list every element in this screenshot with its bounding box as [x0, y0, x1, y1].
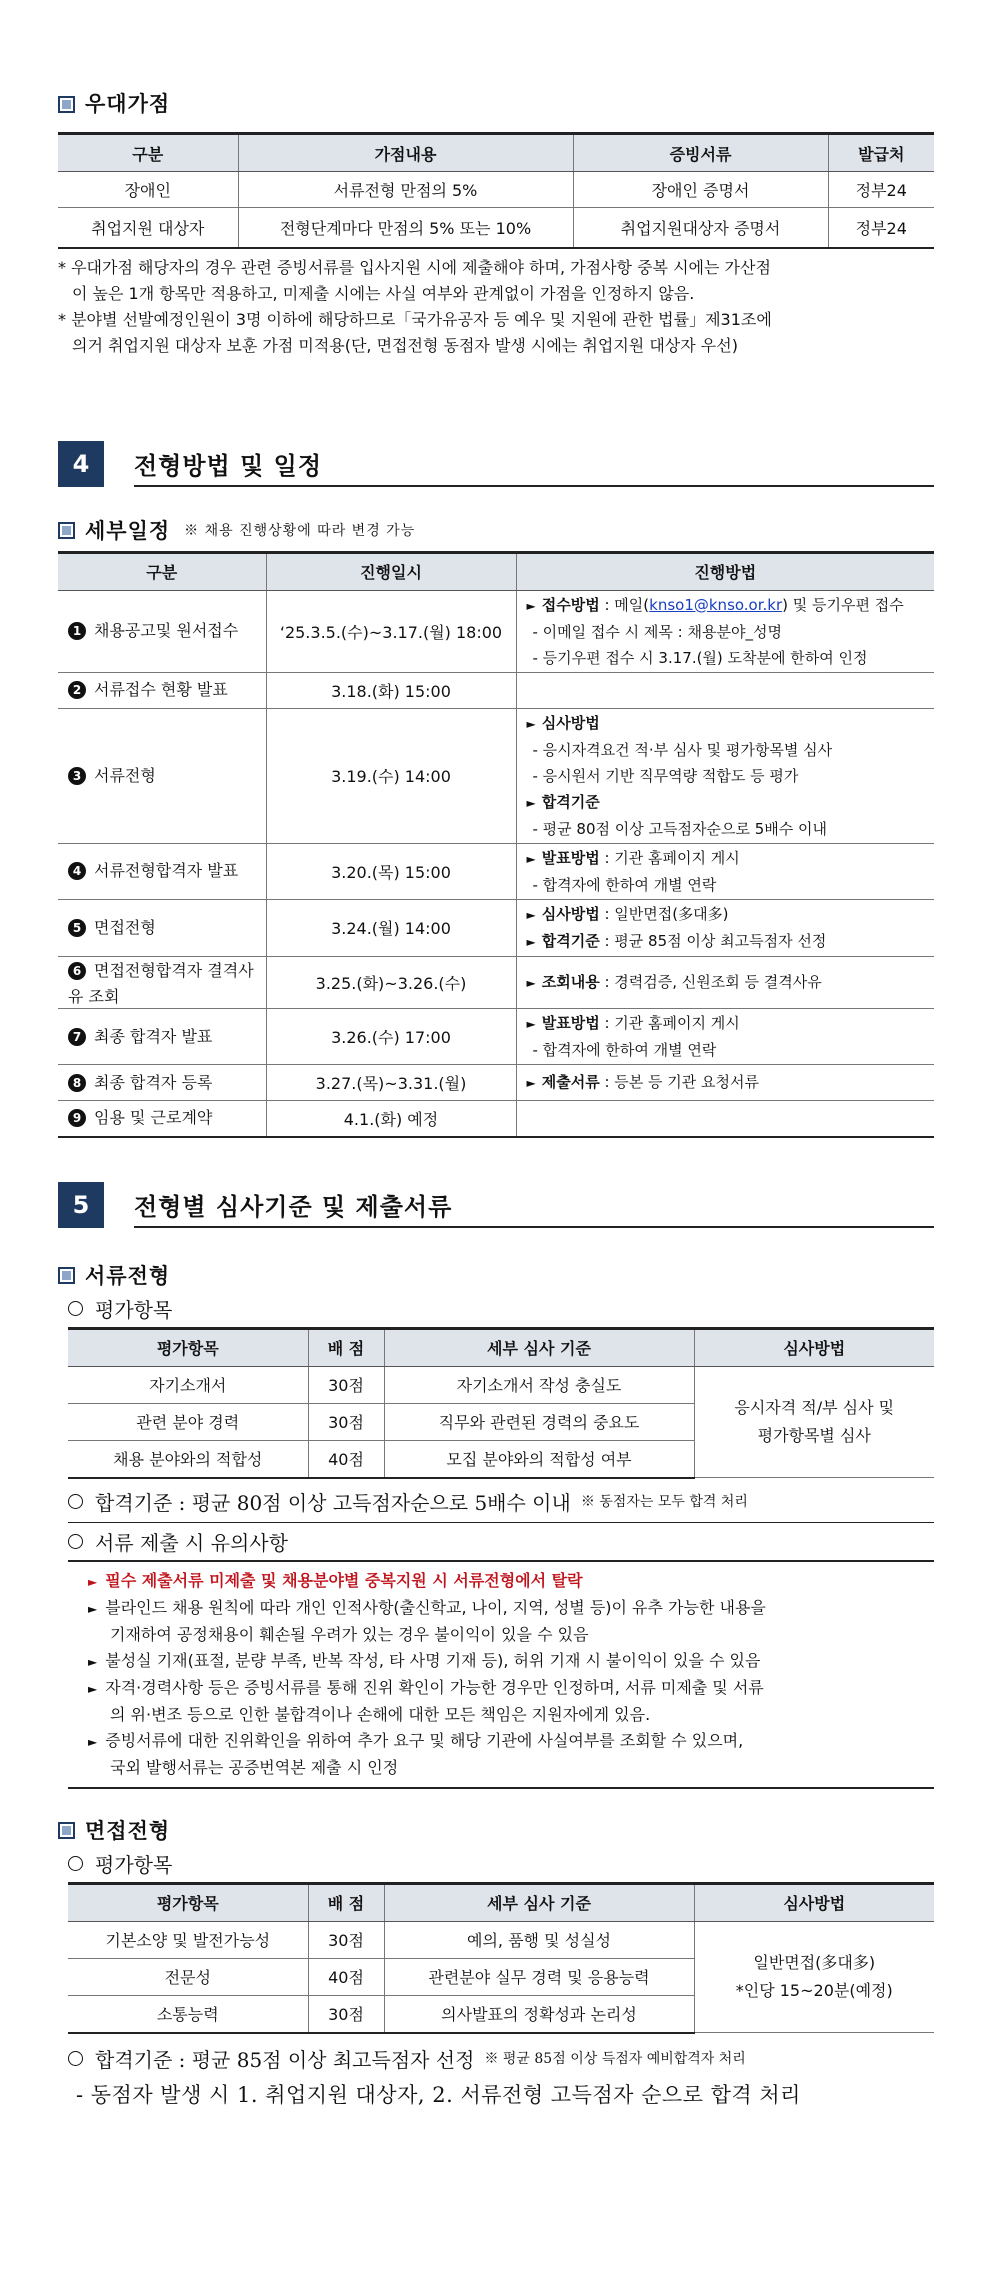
square-bullet-icon — [58, 96, 75, 113]
bonus-header-category: 구분 — [58, 134, 238, 172]
method-line: - 이메일 접수 시 제목 : 채용분야_성명 — [532, 622, 782, 641]
step-number-badge: 1 — [68, 622, 86, 640]
interview-criteria: 합격기준 : 평균 85점 이상 최고득점자 선정 ※ 평균 85점 이상 득점자 예비합격자 처리 — [68, 2044, 934, 2073]
step-number-badge: 3 — [68, 767, 86, 785]
schedule-label-second-line: 합격자 발표 — [155, 860, 239, 880]
triangle-bullet-icon: ► — [526, 851, 536, 866]
schedule-row — [58, 708, 934, 843]
schedule-method-cell — [516, 899, 934, 956]
doc-eval-label: 평가항목 — [68, 1294, 934, 1323]
schedule-category-cell — [58, 708, 266, 843]
schedule-method-cell — [516, 843, 934, 899]
table-row: 취업지원 대상자 전형단계마다 만점의 5% 또는 10% 취업지원대상자 증명서 정부24 — [58, 208, 934, 248]
caution-item: ► 증빙서류에 대한 진위확인을 위하여 추가 요구 및 해당 기관에 사실여부를 조회할 수 있으며, — [88, 1730, 744, 1750]
schedule-label: 면접전형 — [94, 917, 156, 937]
schedule-row — [58, 899, 934, 956]
circle-bullet-icon — [68, 1534, 83, 1549]
section-title: 전형별 심사기준 및 제출서류 — [134, 1187, 934, 1228]
method-line: - 평균 80점 이상 고득점자순으로 5배수 이내 — [532, 819, 827, 838]
circle-bullet-icon — [68, 1494, 83, 1509]
doc-screening-heading: 서류전형 — [58, 1260, 934, 1290]
triangle-bullet-icon: ► — [88, 1681, 98, 1696]
method-line: - 응시자격요건 적·부 심사 및 평가항목별 심사 — [532, 740, 833, 759]
schedule-label-second-line: 및 원서접수 — [155, 620, 239, 640]
caution-item: ► 불성실 기재(표절, 분량 부족, 반복 작성, 타 사명 기재 등), 허위 기재 시 불이익이 있을 수 있음 — [88, 1650, 761, 1670]
schedule-note: ※ 채용 진행상황에 따라 변경 가능 — [184, 522, 416, 539]
schedule-date-cell: 3.20.(목) 15:00 — [266, 843, 516, 899]
schedule-header-category: 구분 — [58, 552, 266, 590]
table-row: 자기소개서 30점 자기소개서 작성 충실도 응시자격 적/부 심사 및 평가항목별 심사 — [68, 1366, 934, 1403]
email-link[interactable]: knso1@knso.or.kr — [649, 595, 783, 614]
step-number-badge: 7 — [68, 1028, 86, 1046]
table-row: 전문성 40점 관련분야 실무 경력 및 응용능력 — [68, 1958, 934, 1995]
step-number-badge: 8 — [68, 1074, 86, 1092]
caution-item: ► 자격·경력사항 등은 증빙서류를 통해 진위 확인이 가능한 경우만 인정하며, 서류 미제출 및 서류 — [88, 1677, 764, 1697]
schedule-method-cell — [516, 672, 934, 708]
schedule-category-cell — [58, 1009, 266, 1065]
caution-list — [68, 1560, 934, 1789]
section-title: 전형방법 및 일정 — [134, 446, 934, 487]
doc-criteria: 합격기준 : 평균 80점 이상 고득점자순으로 5배수 이내 ※ 동점자는 모두 합격 처리 — [68, 1487, 934, 1523]
section-number: 4 — [58, 441, 104, 487]
schedule-label: 서류전형 — [94, 861, 156, 881]
caution-item: 의 위·변조 등으로 인한 불합격이나 손해에 대한 모든 책임은 지원자에게 있음. — [110, 1704, 651, 1724]
method-line: - 합격자에 한하여 개별 연락 — [532, 875, 717, 894]
table-row: 기본소양 및 발전가능성 30점 예의, 품행 및 성실성 일반면접(多대多) *인당 15~20분(예정) — [68, 1921, 934, 1958]
method-line: ► 접수방법 : 메일(knso1@knso.or.kr) 및 등기우편 접수 — [526, 595, 904, 614]
schedule-category-cell — [58, 899, 266, 956]
schedule-label: 임용 및 근로계약 — [94, 1108, 213, 1128]
interview-eval-table: 평가항목 배 점 세부 심사 기준 심사방법 기본소양 및 발전가능성 30점 예의, 품행 및 성실성 일반면접(多대多) *인당 15~20분(예정) 전문성 40점 관련분야 실무 경력 및 응용능력 소통능력 30점 의사발표의 정확성과 논리성 — [68, 1882, 934, 2034]
method-line: - 응시원서 기반 직무역량 적합도 등 평가 — [532, 766, 799, 785]
schedule-label: 최종 합격자 발표 — [94, 1026, 213, 1046]
interview-method-cell: 일반면접(多대多) *인당 15~20분(예정) — [694, 1921, 934, 2033]
schedule-header-datetime: 진행일시 — [266, 552, 516, 590]
schedule-row — [58, 590, 934, 672]
section-number: 5 — [58, 1182, 104, 1228]
schedule-label: 서류전형 — [94, 765, 156, 785]
circle-bullet-icon — [68, 1301, 83, 1316]
schedule-category-cell — [58, 956, 266, 1009]
step-number-badge: 4 — [68, 862, 86, 880]
schedule-heading: 세부일정 ※ 채용 진행상황에 따라 변경 가능 — [58, 515, 934, 545]
square-bullet-icon — [58, 522, 75, 539]
doc-eval-table: 평가항목 배 점 세부 심사 기준 심사방법 자기소개서 30점 자기소개서 작성 충실도 응시자격 적/부 심사 및 평가항목별 심사 관련 분야 경력 30점 직무와 관련된 경력의 중요도 채용 분야와의 적합성 40점 모집 분야와의 적합성 여부 — [68, 1327, 934, 1479]
schedule-row — [58, 1065, 934, 1101]
triangle-bullet-icon: ► — [526, 975, 536, 990]
triangle-bullet-icon: ► — [88, 1734, 98, 1749]
schedule-label: 채용공고 — [94, 621, 156, 641]
step-number-badge: 6 — [68, 962, 86, 980]
schedule-method-cell — [516, 956, 934, 1009]
schedule-label-second-line: 합격자 결격사유 조회 — [68, 960, 254, 1006]
table-row: 관련 분야 경력 30점 직무와 관련된 경력의 중요도 — [68, 1403, 934, 1440]
schedule-method-cell — [516, 590, 934, 672]
schedule-date-cell: 3.18.(화) 15:00 — [266, 672, 516, 708]
schedule-row — [58, 956, 934, 1009]
schedule-label: 서류접수 현황 발표 — [94, 680, 228, 699]
triangle-bullet-icon: ► — [526, 598, 536, 613]
step-number-badge: 5 — [68, 919, 86, 937]
triangle-bullet-icon: ► — [526, 716, 536, 731]
method-line: - 합격자에 한하여 개별 연락 — [532, 1041, 717, 1059]
doc-method-cell: 응시자격 적/부 심사 및 평가항목별 심사 — [694, 1366, 934, 1478]
bonus-table — [58, 132, 934, 249]
caution-item: ► 블라인드 채용 원칙에 따라 개인 인적사항(출신학교, 나이, 지역, 성별 등)이 유추 가능한 내용을 — [88, 1597, 766, 1617]
table-row: 채용 분야와의 적합성 40점 모집 분야와의 적합성 여부 — [68, 1440, 934, 1478]
schedule-category-cell — [58, 1065, 266, 1101]
schedule-date-cell: 3.19.(수) 14:00 — [266, 708, 516, 843]
schedule-date-cell: 3.25.(화)~3.26.(수) — [266, 956, 516, 1009]
bonus-header-issuer: 발급처 — [828, 134, 934, 172]
bonus-notes: * 우대가점 해당자의 경우 관련 증빙서류를 입사지원 시에 제출해야 하며, 가점사항 중복 시에는 가산점 이 높은 1개 항목만 적용하고, 미제출 시에는 사실 여부와 관계없이 가점을 인정하지 않음. * 분야별 선발예정인원이 3명 이하에 해당하므로「국가유공자 등 예우 및 지원에 관한 법률」제31조에 의거 취업지원 대상자 보훈 가점 미적용(단, 면접전형 동점자 발생 시에는 취업지원 대상자 우선) — [58, 257, 772, 355]
schedule-row — [58, 1101, 934, 1137]
schedule-table — [58, 551, 934, 1138]
method-line: ► 발표방법 : 기관 홈페이지 게시 — [526, 1014, 740, 1032]
schedule-category-cell — [58, 672, 266, 708]
schedule-category-cell — [58, 1101, 266, 1137]
interview-heading: 면접전형 — [58, 1815, 934, 1845]
method-line: ► 합격기준 : 평균 85점 이상 최고득점자 선정 — [526, 931, 827, 950]
bonus-header-docs: 증빙서류 — [573, 134, 828, 172]
bonus-header-content: 가점내용 — [238, 134, 573, 172]
method-line: ► 발표방법 : 기관 홈페이지 게시 — [526, 848, 740, 867]
triangle-bullet-icon: ► — [526, 795, 536, 810]
schedule-method-cell — [516, 1009, 934, 1065]
triangle-bullet-icon: ► — [526, 1017, 536, 1031]
caution-item: ► 필수 제출서류 미제출 및 채용분야별 중복지원 시 서류전형에서 탈락 — [88, 1570, 583, 1590]
schedule-method-cell — [516, 1101, 934, 1137]
method-line: ► 합격기준 — [526, 792, 600, 811]
schedule-method-cell — [516, 708, 934, 843]
square-bullet-icon — [58, 1267, 75, 1284]
interview-eval-label: 평가항목 — [68, 1849, 934, 1878]
method-line: ► 조회내용 : 경력검증, 신원조회 등 결격사유 — [526, 972, 822, 991]
schedule-row — [58, 672, 934, 708]
schedule-header-method: 진행방법 — [516, 552, 934, 590]
schedule-method-cell — [516, 1065, 934, 1101]
section-4-header — [58, 441, 934, 487]
schedule-date-cell: ‘25.3.5.(수)~3.17.(월) 18:00 — [266, 590, 516, 672]
triangle-bullet-icon: ► — [526, 907, 536, 922]
square-bullet-icon — [58, 1822, 75, 1839]
schedule-label: 면접전형 — [94, 961, 156, 980]
schedule-category-cell — [58, 590, 266, 672]
triangle-bullet-icon: ► — [88, 1654, 98, 1669]
schedule-row — [58, 843, 934, 899]
bonus-heading: 우대가점 — [58, 88, 934, 118]
step-number-badge: 2 — [68, 681, 86, 699]
table-row: 장애인 서류전형 만점의 5% 장애인 증명서 정부24 — [58, 172, 934, 208]
circle-bullet-icon — [68, 1856, 83, 1871]
schedule-date-cell: 4.1.(화) 예정 — [266, 1101, 516, 1137]
section-5-header — [58, 1182, 934, 1228]
schedule-category-cell — [58, 843, 266, 899]
schedule-date-cell: 3.27.(목)~3.31.(월) — [266, 1065, 516, 1101]
method-line: ► 심사방법 : 일반면접(多대多) — [526, 904, 729, 923]
table-row: 소통능력 30점 의사발표의 정확성과 논리성 — [68, 1995, 934, 2033]
schedule-date-cell: 3.24.(월) 14:00 — [266, 899, 516, 956]
triangle-bullet-icon: ► — [526, 1076, 536, 1090]
doc-caution-heading: 서류 제출 시 유의사항 — [68, 1527, 934, 1556]
step-number-badge: 9 — [68, 1109, 86, 1127]
method-line: ► 심사방법 — [526, 713, 600, 732]
method-line: ► 제출서류 : 등본 등 기관 요청서류 — [526, 1073, 760, 1091]
triangle-bullet-icon: ► — [88, 1574, 98, 1589]
schedule-row — [58, 1009, 934, 1065]
circle-bullet-icon — [68, 2051, 83, 2066]
caution-item: 기재하여 공정채용이 훼손될 우려가 있는 경우 불이익이 있을 수 있음 — [110, 1624, 589, 1644]
method-line: - 등기우편 접수 시 3.17.(월) 도착분에 한하여 인정 — [532, 648, 868, 667]
schedule-date-cell: 3.26.(수) 17:00 — [266, 1009, 516, 1065]
tie-rule: - 동점자 발생 시 1. 취업지원 대상자, 2. 서류전형 고득점자 순으로 합격 처리 — [76, 2082, 801, 2107]
triangle-bullet-icon: ► — [88, 1601, 98, 1616]
triangle-bullet-icon: ► — [526, 934, 536, 949]
caution-item: 국외 발행서류는 공증번역본 제출 시 인정 — [110, 1757, 399, 1777]
schedule-label: 최종 합격자 등록 — [94, 1072, 213, 1092]
